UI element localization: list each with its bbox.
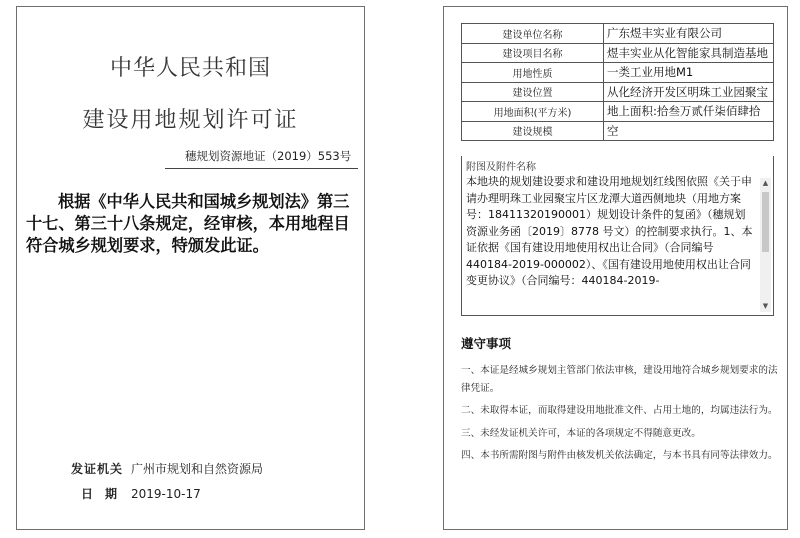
certificate-number: 穗规划资源地证（2019）553号 [185,149,352,163]
table-row [462,102,774,122]
row-label: 建设单位名称 [462,24,604,44]
title-country: 中华人民共和国 [109,56,271,81]
table-row [462,43,774,63]
notice-item: 一、本证是经城乡规划主管部门依法审核，建设用地符合城乡规划要求的法律凭证。 [461,365,778,394]
attachments-label: 附图及附件名称 [466,162,536,173]
scroll-down-arrow-icon[interactable]: ▼ [762,302,769,310]
notice-item: 四、本书所需附图与附件由核发机关依法确定，与本书具有同等法律效力。 [461,450,778,461]
project-info-table [461,23,774,141]
row-label: 建设位置 [462,82,604,102]
row-label: 建设项目名称 [462,43,604,63]
issuer-row [71,460,263,477]
row-value: 一类工业用地M1 [604,63,774,83]
table-row [462,82,774,102]
notice-list [461,362,779,470]
row-value: 广东煜丰实业有限公司 [604,24,774,44]
issuer-value: 广州市规划和自然资源局 [131,462,264,476]
certificate-cover-page [16,6,365,530]
row-label: 用地性质 [462,63,604,83]
row-label: 建设规模 [462,121,604,141]
title-permit: 建设用地规划许可证 [82,108,299,133]
notice-item: 三、未经发证机关许可，本证的各项规定不得随意更改。 [461,427,701,439]
date-label: 日期 [81,487,130,501]
row-value: 空 [604,121,774,141]
certificate-number-underline [165,168,358,169]
issuer-label: 发证机关 [71,462,124,476]
scroll-up-arrow-icon[interactable]: ▲ [762,179,769,187]
row-value: 煜丰实业从化智能家具制造基地 [604,43,774,63]
attachments-box[interactable] [461,156,774,316]
attachments-text: 本地块的规划建设要求和建设用地规划红线图依照《关于申请办理明珠工业园聚宝片区龙潭大道西侧地块（用地方案号：18411320190001）规划设计条件的复函》（穗规划资源业务函〔2019〕8778 号文）的控制要求执行。1、本证依据《国有建设用地使用权出让合同》（合同编号440184-2019-000002）、《国有建设用地使用权出让合同变更协议》（合同编号：440184-2019- [466,175,753,287]
scroll-thumb[interactable] [762,192,769,252]
notice-title: 遵守事项 [461,336,512,351]
attachments-scrollbar[interactable] [760,178,771,312]
table-row [462,121,774,141]
table-row [462,63,774,83]
row-value: 从化经济开发区明珠工业园聚宝 [604,82,774,102]
row-value: 地上面积:拾叁万贰仟柒佰肆拾 [604,102,774,122]
date-row [71,485,201,502]
notice-item: 二、未取得本证，而取得建设用地批准文件、占用土地的，均属违法行为。 [461,405,778,416]
certificate-body: 根据《中华人民共和国城乡规划法》第三十七、第三十八条规定，经审核，本用地程目符合城乡规划要求，特颁发此证。 [26,192,350,255]
row-label: 用地面积(平方米) [462,102,604,122]
table-row [462,24,774,44]
certificate-detail-page [443,6,788,530]
date-value: 2019-10-17 [131,487,201,501]
